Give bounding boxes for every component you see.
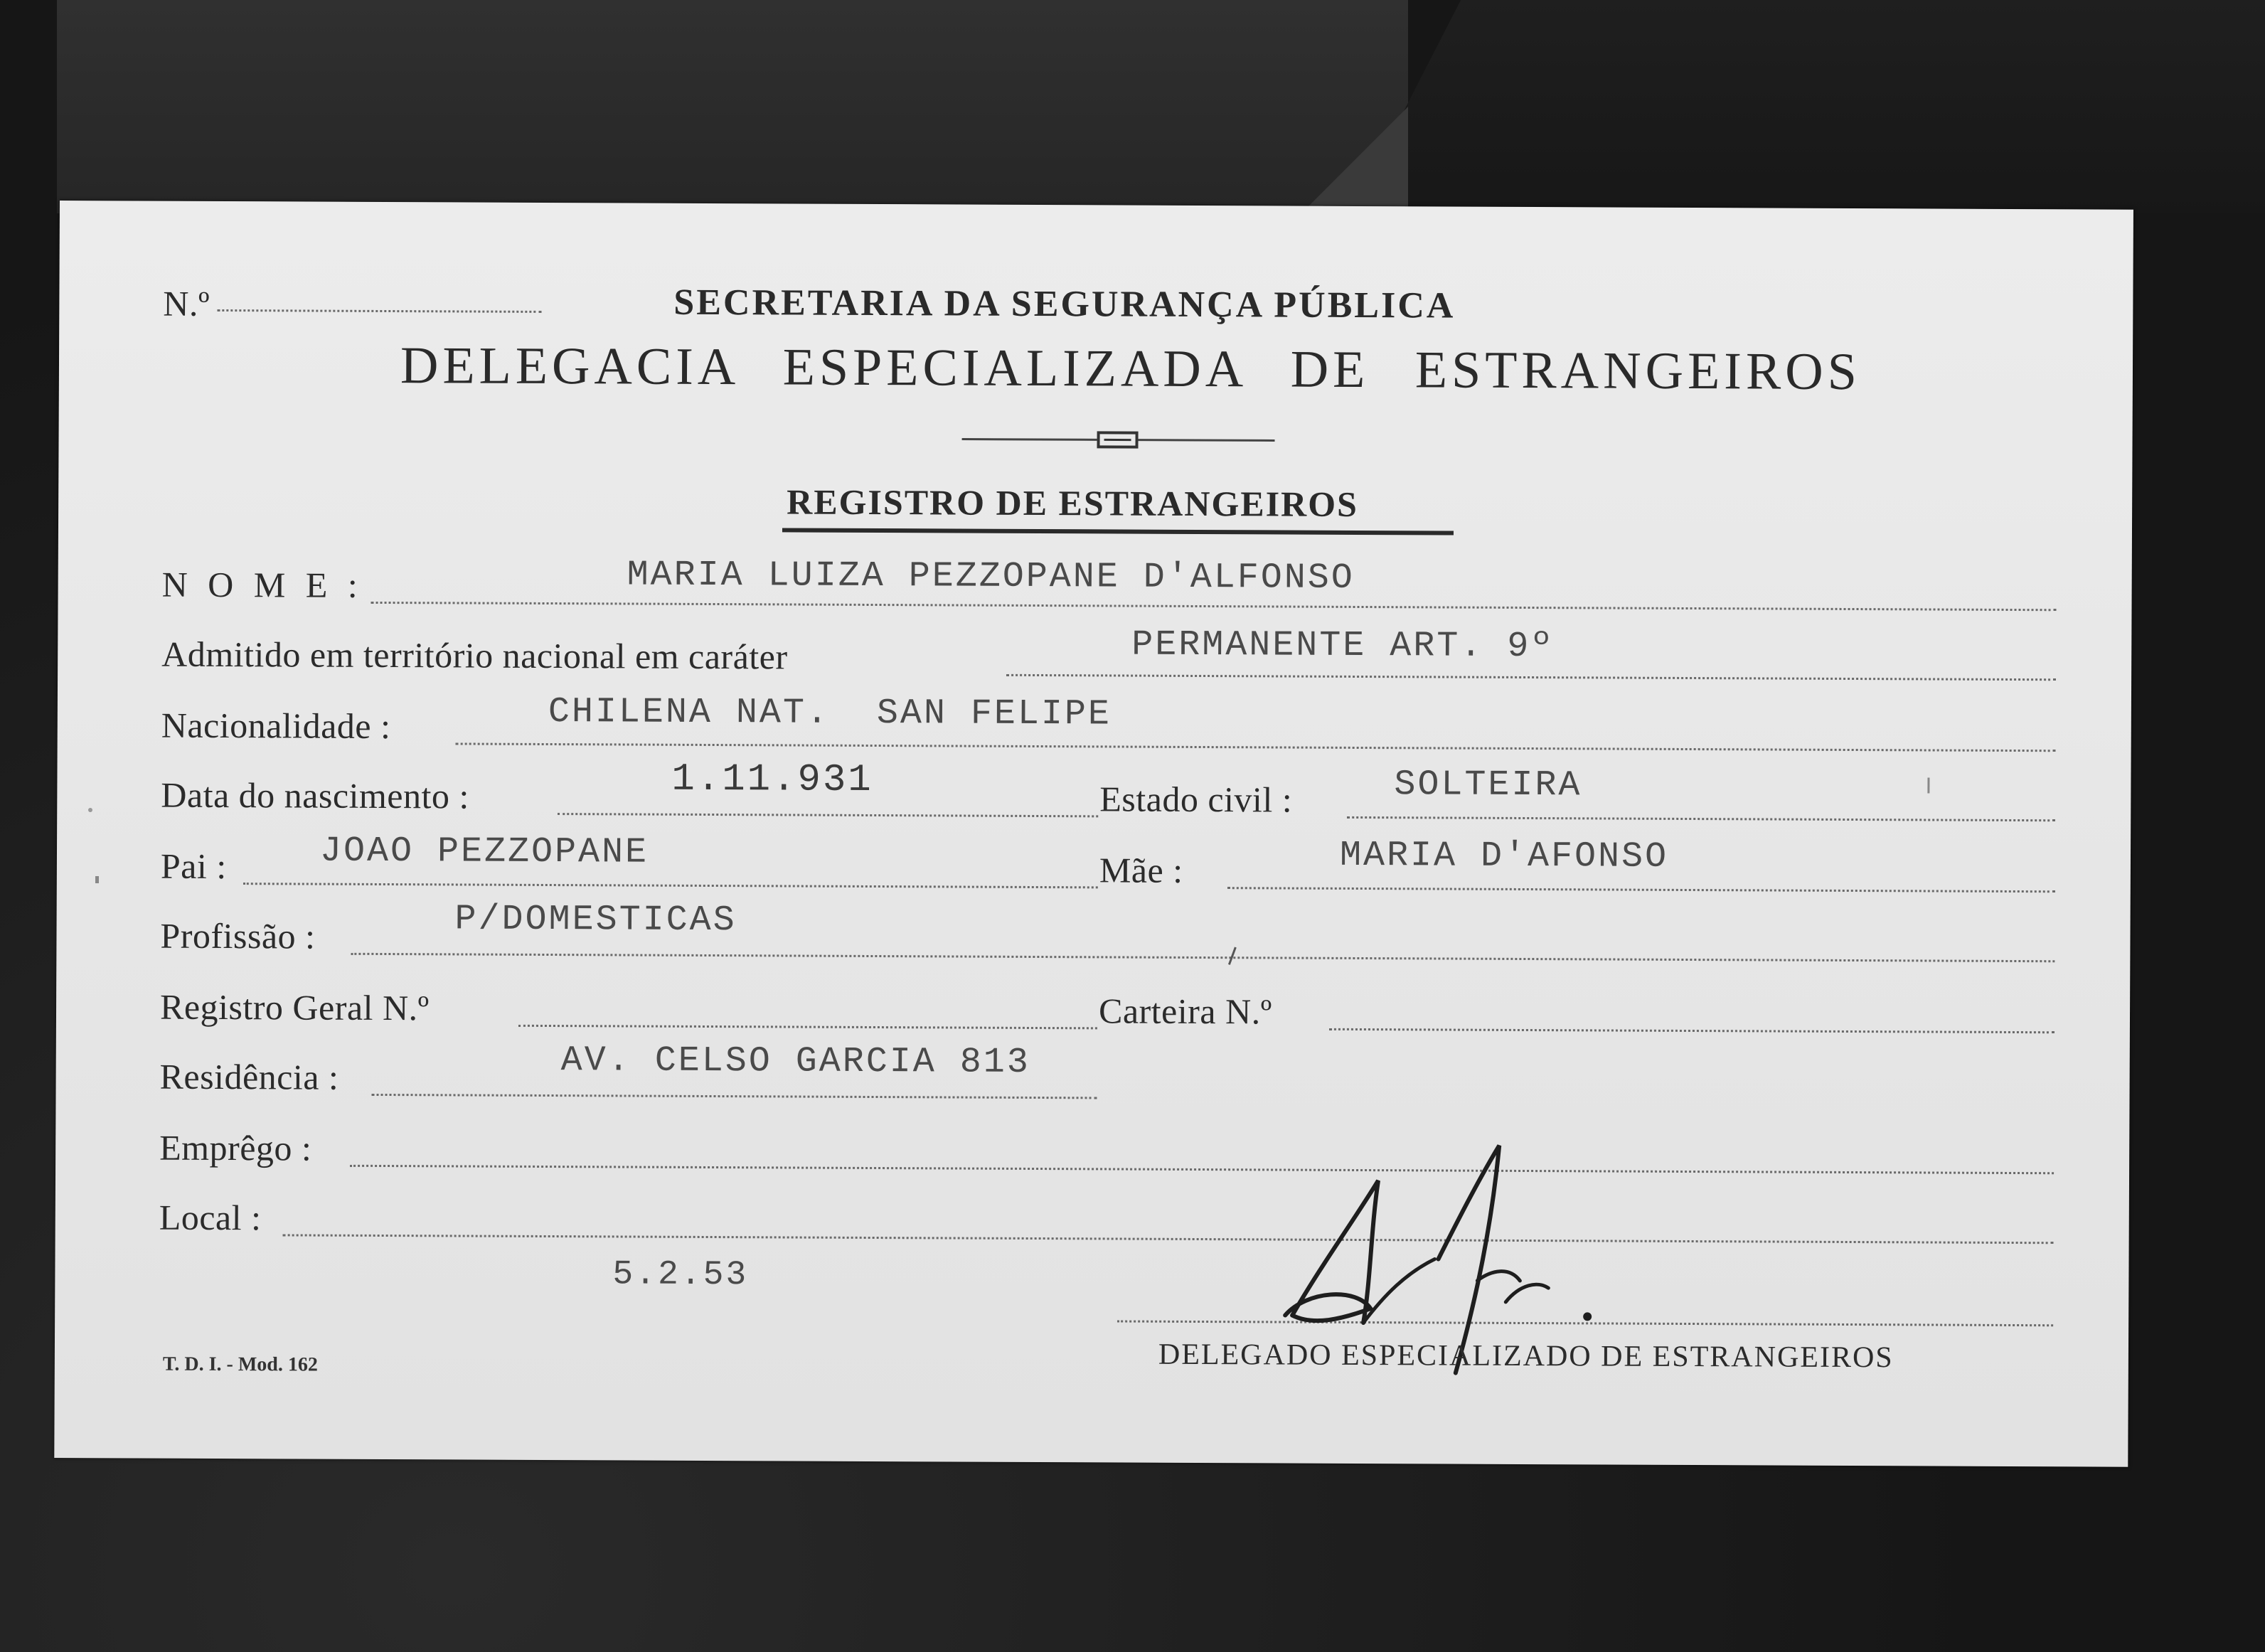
field-line-registro-geral [518, 1025, 1097, 1030]
form-code: T. D. I. - Mod. 162 [162, 1353, 318, 1376]
field-label-mae: Mãe : [1099, 850, 1183, 890]
field-value-admitido: PERMANENTE ART. 9º [1131, 624, 1555, 668]
field-line-nascimento [558, 813, 1098, 817]
field-label-residencia: Residência : [159, 1056, 339, 1097]
field-line-local [283, 1234, 2054, 1244]
field-value-profissao: P/DOMESTICAS [454, 899, 737, 942]
field-line-nome [371, 602, 2057, 611]
field-label-registro-geral: Registro Geral N.º [159, 986, 430, 1028]
field-value-residencia: AV. CELSO GARCIA 813 [560, 1040, 1030, 1083]
field-line-pai [243, 883, 1098, 888]
header-delegacia: DELEGACIA ESPECIALIZADA DE ESTRANGEIROS [400, 336, 1862, 402]
field-value-nome: MARIA LUIZA PEZZOPANE D'ALFONSO [627, 555, 1355, 599]
field-label-nacionalidade: Nacionalidade : [161, 705, 391, 747]
field-label-nascimento: Data do nascimento : [161, 774, 469, 816]
speck-mark [1927, 777, 1929, 793]
field-line-profissao [351, 953, 2055, 962]
header-secretaria: SECRETARIA DA SEGURANÇA PÚBLICA [673, 282, 1456, 326]
field-line-nacionalidade [456, 742, 2056, 752]
field-line-carteira [1329, 1028, 2055, 1033]
edge-speck [95, 876, 99, 883]
field-label-profissao: Profissão : [160, 915, 316, 956]
field-label-nome: N O M E : [161, 564, 363, 605]
field-label-local: Local : [159, 1197, 262, 1238]
field-line-residencia [372, 1094, 1097, 1099]
field-value-mae: MARIA D'AFONSO [1339, 835, 1669, 878]
number-label: N.º [163, 283, 210, 324]
field-label-estado-civil: Estado civil : [1099, 779, 1293, 820]
folder-top-left [57, 0, 1408, 213]
field-line-mae [1227, 887, 2055, 892]
field-line-emprego [350, 1165, 2054, 1174]
field-label-admitido: Admitido em território nacional em caráter [161, 634, 788, 677]
header-registro: REGISTRO DE ESTRANGEIROS [787, 481, 1359, 524]
field-label-carteira: Carteira N.º [1098, 991, 1272, 1032]
field-value-nacionalidade: CHILENA NAT. SAN FELIPE [548, 692, 1112, 735]
registration-card [54, 201, 2133, 1467]
field-line-admitido [1006, 674, 2056, 681]
folder-top-right [1351, 0, 2265, 213]
field-value-nascimento: 1.11.931 [671, 757, 873, 802]
field-label-pai: Pai : [160, 846, 227, 887]
field-label-emprego: Emprêgo : [159, 1127, 312, 1168]
header-registro-underline [782, 528, 1454, 535]
field-line-estado-civil [1347, 816, 2055, 821]
ornament-divider [961, 425, 1274, 455]
edge-speck [88, 808, 92, 812]
number-dotted-line [217, 309, 541, 313]
signature-caption: DELEGADO ESPECIALIZADO DE ESTRANGEIROS [1158, 1338, 1894, 1375]
field-value-pai: JOAO PEZZOPANE [319, 831, 649, 873]
field-value-estado-civil: SOLTEIRA [1394, 764, 1582, 806]
issue-date: 5.2.53 [612, 1255, 749, 1295]
